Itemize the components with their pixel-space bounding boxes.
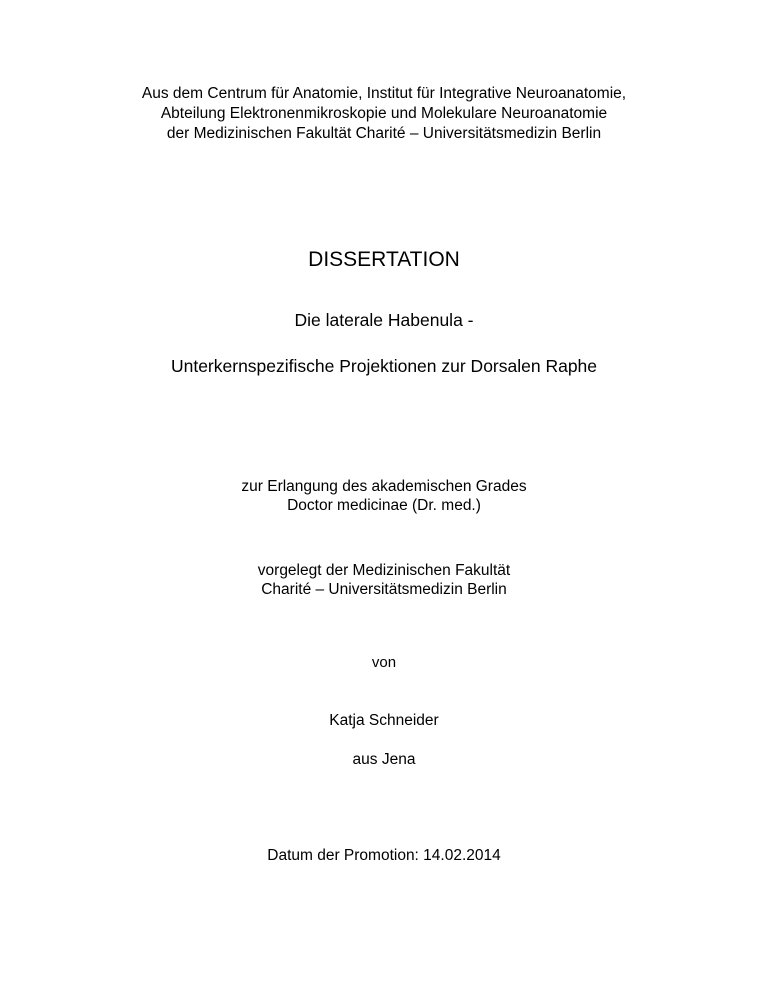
- degree-line-2: Doctor medicinae (Dr. med.): [287, 497, 481, 514]
- author-name: [0, 711, 768, 730]
- dissertation-title-line-1: [0, 309, 768, 331]
- dissertation-title-line-2: [0, 355, 768, 377]
- institution-header: [0, 84, 768, 144]
- title-line-1: Die laterale Habenula -: [294, 310, 474, 330]
- by-word-text: von: [371, 654, 397, 671]
- institution-line-2: Abteilung Elektronenmikroskopie und Molekulare Neuroanatomie: [160, 105, 608, 122]
- author-origin: [0, 750, 768, 769]
- submission-statement: [0, 561, 768, 599]
- author-origin-text: aus Jena: [352, 751, 416, 768]
- author-name-text: Katja Schneider: [329, 712, 439, 729]
- institution-line-3: der Medizinischen Fakultät Charité – Universitätsmedizin Berlin: [166, 125, 602, 142]
- degree-statement: [0, 477, 768, 515]
- title-line-2: Unterkernspezifische Projektionen zur Dorsalen Raphe: [170, 356, 598, 376]
- document-type: DISSERTATION: [308, 248, 460, 271]
- degree-line-1: zur Erlangung des akademischen Grades: [241, 478, 527, 495]
- submitted-line-1: vorgelegt der Medizinischen Fakultät: [257, 562, 511, 579]
- submitted-line-2: Charité – Universitätsmedizin Berlin: [261, 581, 507, 598]
- by-word: [0, 653, 768, 672]
- institution-line-1: Aus dem Centrum für Anatomie, Institut für Integrative Neuroanatomie,: [141, 85, 627, 102]
- promotion-date: [0, 846, 768, 865]
- document-type-heading: [0, 247, 768, 273]
- promotion-date-text: Datum der Promotion: 14.02.2014: [267, 847, 501, 864]
